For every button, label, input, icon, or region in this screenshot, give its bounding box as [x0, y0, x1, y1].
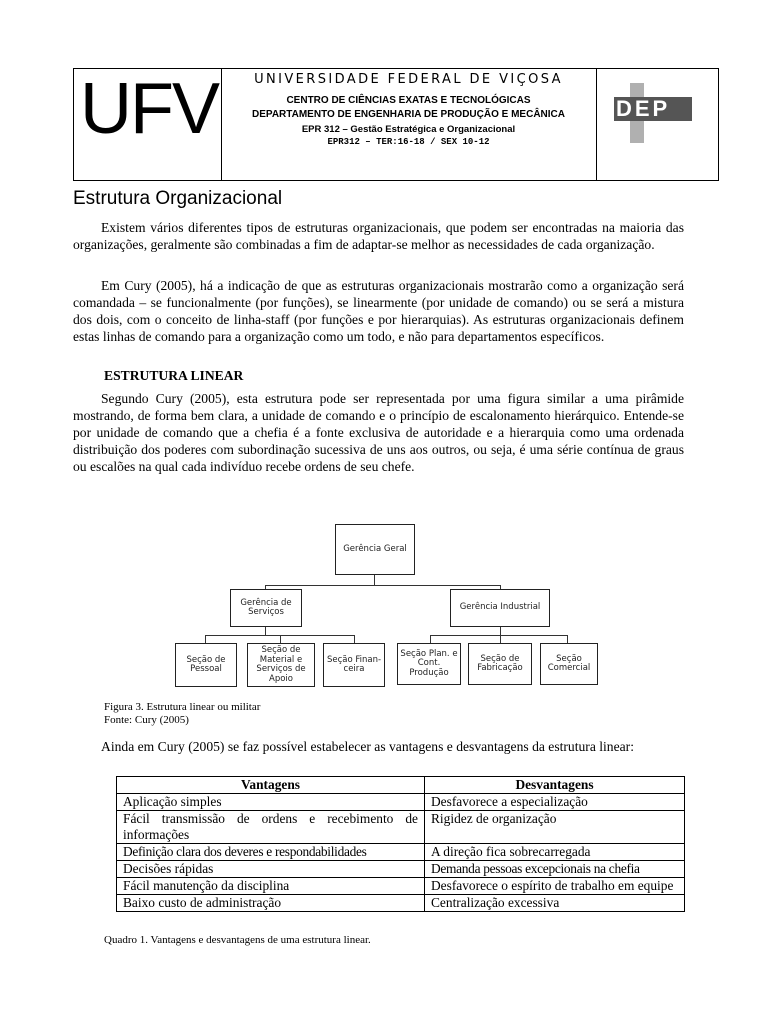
table-header-row — [117, 777, 685, 794]
table-cell: A direção fica sobrecarregada — [425, 844, 685, 861]
table-row — [117, 878, 685, 895]
document-header — [73, 68, 719, 181]
university-name: UNIVERSIDADE FEDERAL DE VIÇOSA — [254, 72, 563, 87]
table-cell: Decisões rápidas — [117, 861, 425, 878]
dep-logo-cell — [596, 69, 718, 180]
section-subtitle: ESTRUTURA LINEAR — [104, 368, 244, 383]
dep-logo — [596, 69, 718, 180]
table-row — [117, 794, 685, 811]
connector-line — [265, 585, 501, 586]
connector-line — [430, 635, 568, 636]
table-row — [117, 811, 685, 844]
connector-line — [500, 635, 501, 643]
table-row — [117, 895, 685, 912]
org-box-leaf: Seção de Material e Serviços de Apoio — [247, 643, 315, 687]
org-box-industrial-management: Gerência Industrial — [450, 589, 550, 627]
course-schedule: EPR312 – TER:16-18 / SEX 10-12 — [327, 137, 490, 147]
course-name: EPR 312 – Gestão Estratégica e Organizacional — [301, 124, 516, 135]
org-box-general-management: Gerência Geral — [335, 524, 415, 575]
table-caption: Quadro 1. Vantagens e desvantagens de uma estrutura linear. — [104, 934, 371, 946]
table-cell: Demanda pessoas excepcionais na chefia — [425, 861, 685, 878]
table-cell: Baixo custo de administração — [117, 895, 425, 912]
table-cell: Centralização excessiva — [425, 895, 685, 912]
table-cell: Rigidez de organização — [425, 811, 685, 844]
column-header: Vantagens — [117, 777, 425, 794]
column-header: Desvantagens — [425, 777, 685, 794]
connector-line — [280, 635, 281, 643]
org-box-leaf: Seção Plan. e Cont. Produção — [397, 643, 461, 685]
paragraph-1: Existem vários diferentes tipos de estruturas organizacionais, que podem ser encontradas na maioria das organizações, geralmente são combinadas a fim de adaptar-se melhor as necessidades de cada organização. — [73, 220, 684, 252]
ufv-logo-cell — [74, 69, 222, 180]
table-row — [117, 861, 685, 878]
table-cell: Desfavorece a especialização — [425, 794, 685, 811]
figure-caption: Figura 3. Estrutura linear ou militar — [104, 701, 261, 713]
header-center — [221, 69, 597, 180]
connector-line — [567, 635, 568, 643]
table-row — [117, 844, 685, 861]
center-name: CENTRO DE CIÊNCIAS EXATAS E TECNOLÓGICAS — [286, 95, 531, 106]
dep-logo-text: DEP — [616, 96, 671, 121]
paragraph-2: Em Cury (2005), há a indicação de que as estruturas organizacionais mostrarão como a organização será comandada – se funcionalmente (por funções), se linearmente (por unidade de comando) ou se será a mistura dos dois, com o conceito de linha-staff (por funções e por hierarquias). As estruturas organizacionais definem estas linhas de comando para a organização como um todo, e não para departamentos específicos. — [73, 278, 684, 344]
department-name: DEPARTAMENTO DE ENGENHARIA DE PRODUÇÃO E MECÂNICA — [252, 109, 565, 120]
org-box-leaf: Seção Comercial — [540, 643, 598, 685]
ufv-logo: UFV — [80, 69, 218, 149]
advantages-table — [116, 776, 685, 912]
page-title: Estrutura Organizacional — [73, 188, 283, 209]
paragraph-3: Segundo Cury (2005), esta estrutura pode ser representada por uma figura similar a uma pirâmide mostrando, de forma bem clara, a unidade de comando e o princípio de escalonamento hierárquico. Entende-se por unidade de comando que a chefia é a fonte exclusiva de autoridade e a hierarquia como uma ordenada distribuição dos poderes com subordinação sucessiva de uns aos outros, ou seja, é uma série contínua de graus ou escalões na qual cada indivíduo recebe ordens de seu chefe. — [73, 391, 684, 474]
connector-line — [354, 635, 355, 643]
figure-source: Fonte: Cury (2005) — [104, 714, 189, 726]
table-cell: Fácil transmissão de ordens e recebimento de informações — [117, 811, 425, 844]
org-box-leaf: Seção de Fabricação — [468, 643, 532, 685]
connector-line — [205, 635, 206, 643]
org-box-leaf: Seção Finan-ceira — [323, 643, 385, 687]
org-chart — [170, 518, 600, 698]
org-box-leaf: Seção de Pessoal — [175, 643, 237, 687]
table-cell: Aplicação simples — [117, 794, 425, 811]
org-box-services-management: Gerência de Serviços — [230, 589, 302, 627]
table-cell: Definição clara dos deveres e respondabilidades — [117, 844, 425, 861]
table-cell: Fácil manutenção da disciplina — [117, 878, 425, 895]
connector-line — [430, 635, 431, 643]
paragraph-4: Ainda em Cury (2005) se faz possível estabelecer as vantagens e desvantagens da estrutura linear: — [101, 739, 634, 754]
table-cell: Desfavorece o espírito de trabalho em equipe — [425, 878, 685, 895]
